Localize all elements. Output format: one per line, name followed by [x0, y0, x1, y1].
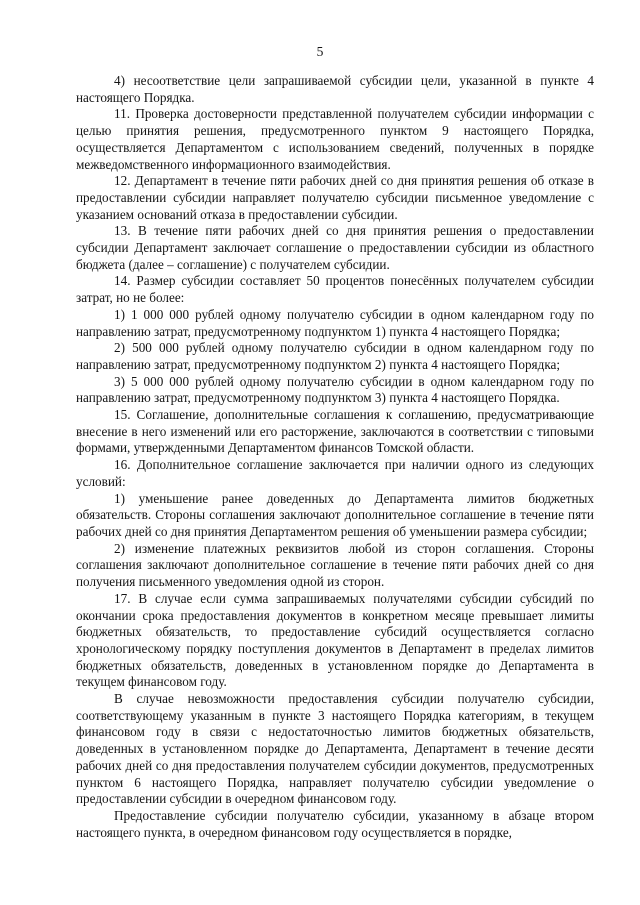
paragraph-item-16-sub-1: 1) уменьшение ранее доведенных до Департамента лимитов бюджетных обязательств. Стороны соглашения заключают дополнительное соглашение в течение пяти рабочих дней со дня принятия Департаментом решения об уменьшении размера субсидии; [76, 490, 594, 539]
paragraph-item-16: 16. Дополнительное соглашение заключается при наличии одного из следующих условий: [76, 457, 594, 489]
paragraph-item-14-sub-1: 1) 1 000 000 рублей одному получателю субсидии в одном календарном году по направлению затрат, предусмотренному подпунктом 1) пункта 4 настоящего Порядка; [76, 306, 594, 339]
paragraph-item-17-part-3: Предоставление субсидии получателю субсидии, указанному в абзаце втором настоящего пункта, в очередном финансовом году осуществляется в порядке, [76, 807, 594, 840]
document-body [76, 73, 594, 841]
page-number: 5 [316, 44, 324, 59]
paragraph-item-15: 15. Соглашение, дополнительные соглашения к соглашению, предусматривающие внесение в него изменений или его расторжение, заключаются в соответствии с типовыми формами, утвержденными Департаментом финансов Томской области. [76, 407, 594, 456]
paragraph-item-14-sub-2: 2) 500 000 рублей одному получателю субсидии в одном календарном году по направлению затрат, предусмотренному подпунктом 2) пункта 4 настоящего Порядка; [76, 340, 594, 372]
paragraph-item-14-sub-3: 3) 5 000 000 рублей одному получателю субсидии в одном календарном году по направлению затрат, предусмотренному подпунктом 3) пункта 4 настоящего Порядка. [76, 373, 594, 406]
paragraph-item-10-sub-4: 4) несоответствие цели запрашиваемой субсидии цели, указанной в пункте 4 настоящего Порядка. [76, 73, 594, 105]
paragraph-item-16-sub-2: 2) изменение платежных реквизитов любой из сторон соглашения. Стороны соглашения заключают дополнительное соглашение в течение пяти рабочих дней со дня получения письменного уведомления одной из сторон. [76, 540, 594, 590]
paragraph-item-14: 14. Размер субсидии составляет 50 процентов понесённых получателем субсидии затрат, но не более: [76, 273, 594, 306]
paragraph-item-11: 11. Проверка достоверности представленной получателем субсидии информации с целью принятия решения, предусмотренного пунктом 9 настоящего Порядка, осуществляется Департаментом с использованием сведений, полученных в порядке межведомственного информационного взаимодействия. [76, 106, 594, 172]
paragraph-item-12: 12. Департамент в течение пяти рабочих дней со дня принятия решения об отказе в предоставлении субсидии направляет получателю субсидии письменное уведомление с указанием оснований отказа в предоставлении субсидии. [76, 173, 594, 222]
paragraph-item-13: 13. В течение пяти рабочих дней со дня принятия решения о предоставлении субсидии Департамент заключает соглашение о предоставлении субсидии из областного бюджета (далее – соглашение) с получателем субсидии. [76, 223, 594, 272]
paragraph-item-17: 17. В случае если сумма запрашиваемых получателями субсидии субсидий по окончании срока предоставления документов в конкретном месяце превышает лимиты бюджетных обязательств, то предоставление субсидий осуществляется согласно хронологическому порядку поступления документов в Департамент в пределах лимитов бюджетных обязательств, доведенных в установленном порядке до Департамента в текущем финансовом году. [76, 590, 594, 690]
paragraph-item-17-part-2: В случае невозможности предоставления субсидии получателю субсидии, соответствующему указанным в пункте 3 настоящего Порядка категориям, в текущем финансовом году в связи с недостаточностью лимитов бюджетных обязательств, доведенных в установленном порядке до Департамента, Департамент в течение десяти рабочих дней со дня предоставления получателем субсидии документов, предусмотренных пунктом 6 настоящего Порядка, направляет получателю субсидии уведомление о предоставлении субсидии в очередном финансовом году. [76, 691, 594, 807]
